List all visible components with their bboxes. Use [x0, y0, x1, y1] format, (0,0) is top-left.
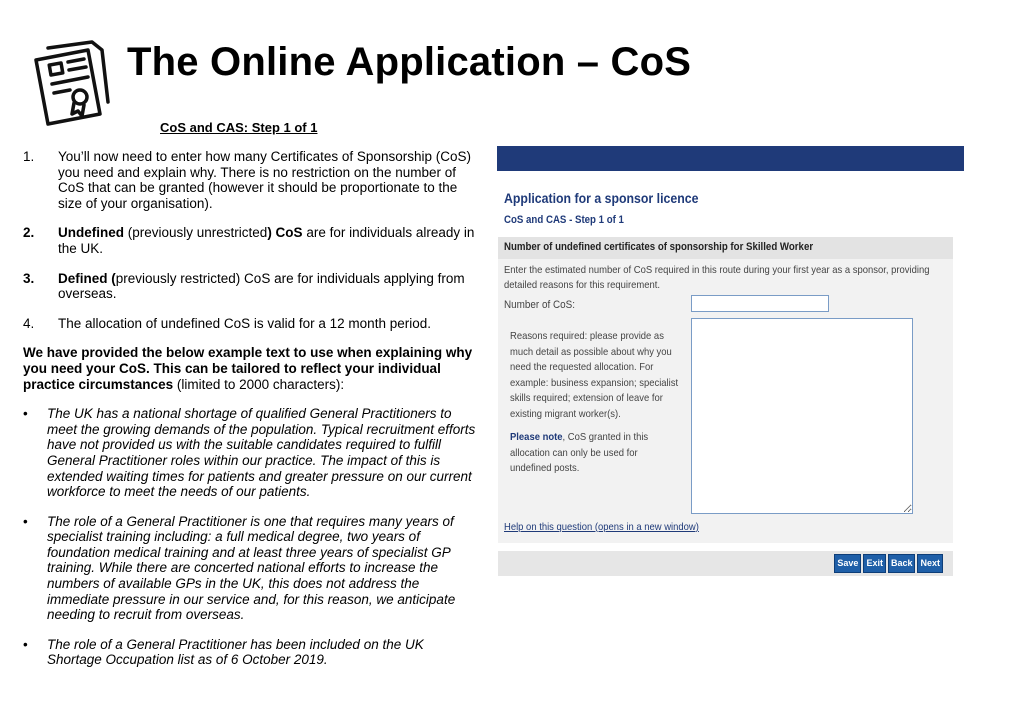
page-title: The Online Application – CoS — [127, 40, 692, 84]
section-header — [498, 237, 953, 259]
item-number: 2. — [23, 225, 35, 241]
cos-label: Number of CoS: — [504, 299, 575, 311]
bullet-text: The UK has a national shortage of qualified General Practitioners to meet the growing demands of the population. Typical recruitment efforts have not provided us with the suitable candidates required to fulfill General Practitioner roles within our practice. The impact of this is extended waiting times for patients and greater pressure on our current workforce to meet the needs of our patients. — [47, 406, 476, 500]
item-number: 4. — [23, 315, 35, 331]
item-number: 3. — [23, 270, 35, 286]
example-normal: (limited to 2000 characters): — [173, 376, 345, 392]
list-item — [23, 271, 478, 302]
example-paragraph — [23, 345, 478, 392]
item-bold: ) CoS — [267, 225, 303, 241]
item-text: are for individuals already in the UK. — [58, 225, 475, 256]
list-item — [23, 225, 478, 256]
item-number: 1. — [23, 149, 35, 164]
item-bold: Defined ( — [58, 270, 116, 286]
list-item — [23, 149, 478, 211]
page-subtitle: CoS and CAS: Step 1 of 1 — [160, 120, 318, 135]
help-link[interactable]: Help on this question (opens in a new window) — [504, 521, 699, 533]
bullet-item: • The role of a General Practitioner has been included on the UK Shortage Occupation list as of 6 October 2019. — [23, 636, 424, 668]
instructions — [23, 149, 478, 682]
next-button[interactable]: Next — [917, 554, 943, 573]
form-screenshot — [497, 146, 964, 576]
item-text: You’ll now need to enter how many Certificates of Sponsorship (CoS) you need and explain why. There is no restriction on the number of CoS that can be granted (however it should be proportionate to the size of your organisation). — [58, 149, 471, 211]
header-bar — [497, 146, 964, 171]
item-text: (previously unrestricted — [124, 225, 268, 241]
bullet-text: The role of a General Practitioner has been included on the UK Shortage Occupation list as of 6 October 2019. — [47, 636, 424, 668]
form-step: CoS and CAS - Step 1 of 1 — [504, 214, 624, 226]
form-intro: Enter the estimated number of CoS required in this route during your first year as a sponsor, providing detailed reasons for this requirement. — [504, 264, 930, 291]
bullet-text: The role of a General Practitioner is one that requires many years of specialist training including: a full medical degree, two years of foundation medical training and at least three years of specialist GP training. While there are concerted national efforts to increase the numbers of available GPs in the UK, this does not address the immediate pressure in our service and, for this reason, we anticipate needing to recruit from overseas. — [47, 513, 456, 623]
save-button[interactable]: Save — [834, 554, 861, 573]
list-item — [23, 316, 478, 332]
button-bar — [498, 551, 953, 576]
form-title: Application for a sponsor licence — [504, 190, 699, 206]
reasons-label: Reasons required: please provide as much detail as possible about why you need the requested allocation. For example: business expansion; specialist skills required; extension of leave for existing migrant worker(s). — [510, 330, 679, 420]
note — [510, 430, 681, 477]
cos-number-input[interactable] — [691, 295, 829, 312]
item-bold: Undefined — [58, 225, 124, 241]
example-bold: We have provided the below example text to use when explaining why you need your CoS. This can be tailored to reflect your individual practice circumstances — [23, 345, 473, 392]
bullet-item: • The UK has a national shortage of qualified General Practitioners to meet the growing demands of the population. Typical recruitment efforts have not provided us with the suitable candidates required to fulfill General Practitioner roles within our practice. The impact of this is extended waiting times for patients and greater pressure on our current workforce to meet the needs of our patients. — [23, 406, 476, 500]
back-button[interactable]: Back — [888, 554, 916, 573]
item-text: previously restricted) CoS are for individuals applying from overseas. — [58, 270, 465, 302]
item-text: The allocation of undefined CoS is valid for a 12 month period. — [58, 315, 431, 331]
certificate-icon — [32, 40, 116, 126]
exit-button[interactable]: Exit — [863, 554, 886, 573]
reasons-textarea[interactable] — [691, 318, 913, 514]
note-text: , CoS granted in this allocation can only be used for undefined posts. — [510, 431, 649, 474]
bullet-item: • The role of a General Practitioner is one that requires many years of specialist training including: a full medical degree, two years of foundation medical training and at least three years of specialist GP training. While there are concerted national efforts to increase the numbers of available GPs in the UK, this does not address the immediate pressure in our service and, for this reason, we anticipate needing to recruit from overseas. — [23, 513, 456, 623]
note-bold: Please note — [510, 431, 563, 443]
section-title: Number of undefined certificates of sponsorship for Skilled Worker — [504, 241, 814, 253]
form-panel — [498, 259, 953, 543]
